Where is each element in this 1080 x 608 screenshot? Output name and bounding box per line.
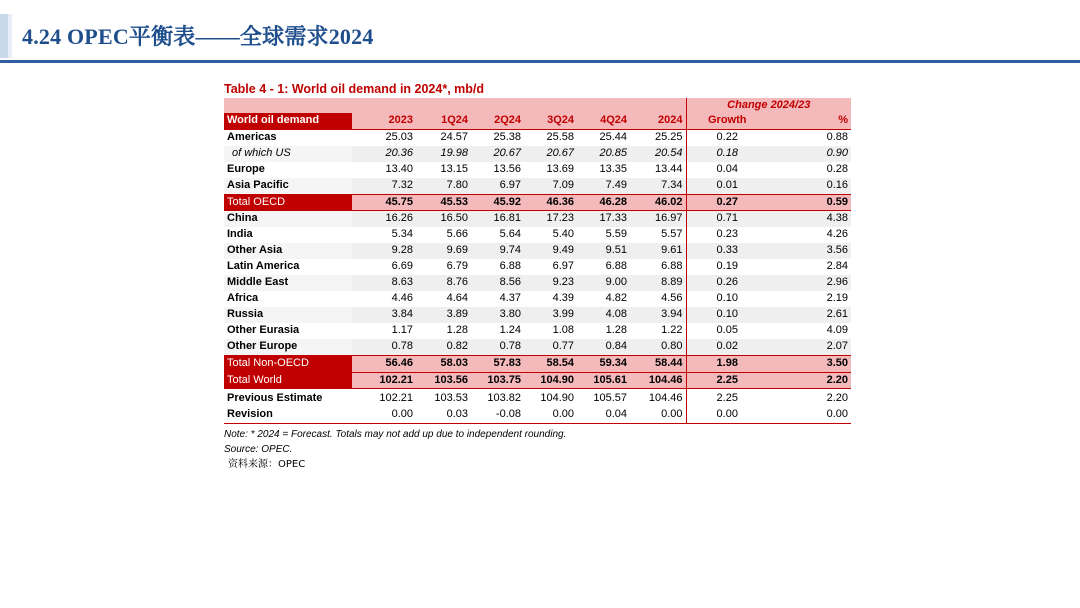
table-cell: 0.26 bbox=[686, 275, 768, 291]
table-cell: 0.02 bbox=[686, 339, 768, 355]
table-cell: 20.36 bbox=[352, 146, 416, 162]
table-cell: 45.92 bbox=[471, 194, 524, 211]
table-cell: 5.57 bbox=[630, 227, 686, 243]
table-cell: 7.80 bbox=[416, 178, 471, 194]
row-label: India bbox=[227, 228, 253, 241]
table-cell: 103.75 bbox=[471, 372, 524, 389]
table-cell: 5.34 bbox=[391, 228, 413, 241]
table-cell: 56.46 bbox=[352, 355, 416, 372]
table-cell: 24.57 bbox=[440, 130, 468, 143]
table-cell: 13.56 bbox=[493, 162, 521, 175]
table-cell: 9.69 bbox=[416, 243, 471, 259]
column-header: 2023 bbox=[352, 113, 416, 129]
table-cell: 13.40 bbox=[385, 162, 413, 175]
table-cell: 0.78 bbox=[352, 339, 416, 355]
table-cell: 7.34 bbox=[630, 178, 686, 194]
table-cell: 0.19 bbox=[716, 260, 738, 273]
row-label: Europe bbox=[227, 162, 265, 175]
table-cell: 0.00 bbox=[686, 407, 768, 423]
table-cell: 7.49 bbox=[577, 178, 630, 194]
table-cell: 57.83 bbox=[471, 355, 524, 372]
table-cell: 13.69 bbox=[546, 162, 574, 175]
table-cell: 2.20 bbox=[768, 372, 851, 389]
table-row bbox=[224, 129, 851, 145]
table-cell: 0.10 bbox=[686, 307, 768, 323]
table-cell: 0.88 bbox=[826, 130, 848, 143]
table-row bbox=[224, 243, 851, 259]
table-cell: 104.90 bbox=[540, 392, 574, 405]
table-row bbox=[224, 291, 851, 307]
table-cell: 6.88 bbox=[630, 259, 686, 275]
table-cell: 0.80 bbox=[630, 339, 686, 355]
table-cell: 1.98 bbox=[686, 355, 768, 372]
table-cell: 1.17 bbox=[391, 323, 413, 336]
table-cell: 6.69 bbox=[391, 260, 413, 273]
table-cell: 0.23 bbox=[716, 228, 738, 241]
table-cell: 13.44 bbox=[630, 162, 686, 178]
row-label: Other Asia bbox=[224, 243, 352, 259]
table-cell: 2.07 bbox=[768, 339, 851, 355]
table-cell: 13.15 bbox=[440, 162, 468, 175]
table-cell: 58.54 bbox=[524, 355, 577, 372]
table-row bbox=[224, 227, 851, 243]
table-cell: 102.21 bbox=[352, 372, 416, 389]
table-cell: 0.27 bbox=[686, 194, 768, 211]
table-cell: 0.05 bbox=[716, 323, 738, 336]
table-cell: 16.97 bbox=[630, 211, 686, 227]
row-label: Other Europe bbox=[224, 339, 352, 355]
table-cell: 4.82 bbox=[605, 291, 627, 304]
table-row bbox=[224, 194, 851, 211]
table-cell: 6.88 bbox=[499, 260, 521, 273]
table-row bbox=[224, 307, 851, 323]
table-cell: 6.97 bbox=[471, 178, 524, 194]
table-cell: 9.51 bbox=[577, 243, 630, 259]
table-cell: 3.56 bbox=[768, 243, 851, 259]
table-row bbox=[224, 389, 851, 407]
table-cell: 9.28 bbox=[352, 243, 416, 259]
table-cell: 5.40 bbox=[552, 228, 574, 241]
table-cell: 103.53 bbox=[434, 392, 468, 405]
header-divider bbox=[0, 60, 1080, 63]
table-cell: 59.34 bbox=[577, 355, 630, 372]
table-cell: 17.33 bbox=[577, 211, 630, 227]
table-cell: 6.88 bbox=[605, 260, 627, 273]
footer-source: 资料来源：OPEC bbox=[228, 459, 306, 470]
column-header: World oil demand bbox=[224, 113, 352, 129]
table-cell: 4.38 bbox=[768, 211, 851, 227]
table-cell: 4.09 bbox=[826, 323, 848, 336]
row-label: Middle East bbox=[224, 275, 352, 291]
row-label: Revision bbox=[224, 407, 352, 423]
row-label: Total OECD bbox=[224, 194, 352, 211]
table-row bbox=[224, 146, 851, 162]
row-label: Total Non-OECD bbox=[224, 355, 352, 372]
row-label: Previous Estimate bbox=[227, 392, 323, 405]
row-label: Asia Pacific bbox=[224, 178, 352, 194]
table-cell: 25.44 bbox=[599, 130, 627, 143]
table-cell: 0.78 bbox=[471, 339, 524, 355]
table-cell: 4.39 bbox=[552, 291, 574, 304]
table-cell: 3.94 bbox=[630, 307, 686, 323]
table-cell: 46.28 bbox=[577, 194, 630, 211]
table-cell: 0.00 bbox=[352, 407, 416, 423]
column-header: 1Q24 bbox=[416, 113, 471, 129]
table-cell: 3.80 bbox=[471, 307, 524, 323]
row-label: Americas bbox=[227, 130, 277, 143]
table-cell: 104.46 bbox=[630, 389, 686, 407]
header-accent-bar-light bbox=[8, 14, 12, 58]
table-cell: 25.38 bbox=[493, 130, 521, 143]
header-blank bbox=[224, 98, 352, 113]
table-row bbox=[224, 407, 851, 423]
table-cell: 0.03 bbox=[416, 407, 471, 423]
table-cell: 2.84 bbox=[826, 260, 848, 273]
change-header: Change 2024/23 bbox=[686, 98, 851, 113]
table-cell: 0.00 bbox=[524, 407, 577, 423]
header-row-columns bbox=[224, 113, 851, 129]
table-cell: 1.24 bbox=[499, 323, 521, 336]
table-cell: 102.21 bbox=[379, 392, 413, 405]
table-cell: 4.56 bbox=[630, 291, 686, 307]
table-cell: 1.28 bbox=[605, 323, 627, 336]
table-cell: 13.35 bbox=[599, 162, 627, 175]
table-cell: 8.63 bbox=[352, 275, 416, 291]
table-cell: 9.00 bbox=[577, 275, 630, 291]
table-cell: 8.56 bbox=[471, 275, 524, 291]
column-header: 4Q24 bbox=[577, 113, 630, 129]
table-title: Table 4 - 1: World oil demand in 2024*, mb/d bbox=[224, 82, 485, 96]
table-row bbox=[224, 275, 851, 291]
table-cell: 0.71 bbox=[686, 211, 768, 227]
table-cell: 5.64 bbox=[499, 228, 521, 241]
header-row-change bbox=[224, 98, 851, 113]
table-cell: -0.08 bbox=[471, 407, 524, 423]
table-cell: 20.54 bbox=[630, 146, 686, 162]
table-cell: 0.28 bbox=[826, 162, 848, 175]
table-cell: 9.49 bbox=[524, 243, 577, 259]
table-note: Note: * 2024 = Forecast. Totals may not add up due to independent rounding. bbox=[224, 429, 567, 441]
table-row bbox=[224, 162, 851, 178]
table-cell: 0.04 bbox=[716, 162, 738, 175]
table-cell: 103.56 bbox=[416, 372, 471, 389]
column-header: % bbox=[768, 113, 851, 129]
table-cell: 20.85 bbox=[577, 146, 630, 162]
table-cell: 0.33 bbox=[686, 243, 768, 259]
table-cell: 0.82 bbox=[416, 339, 471, 355]
table-row bbox=[224, 259, 851, 275]
table-notes bbox=[224, 427, 852, 457]
column-header: Growth bbox=[686, 113, 768, 129]
table-cell: 104.46 bbox=[630, 372, 686, 389]
table-cell: 20.67 bbox=[524, 146, 577, 162]
table-cell: 0.00 bbox=[768, 407, 851, 423]
table-row bbox=[224, 372, 851, 389]
table-cell: 0.22 bbox=[716, 130, 738, 143]
table-cell: 46.02 bbox=[630, 194, 686, 211]
table-row bbox=[224, 339, 851, 355]
table-cell: 3.84 bbox=[352, 307, 416, 323]
table-cell: 20.67 bbox=[471, 146, 524, 162]
table-cell: 2.61 bbox=[768, 307, 851, 323]
table-row bbox=[224, 211, 851, 227]
table-source: Source: OPEC. bbox=[224, 444, 293, 456]
table-cell: 2.25 bbox=[716, 392, 738, 405]
row-label: Other Eurasia bbox=[227, 323, 300, 336]
world-oil-demand-table bbox=[224, 98, 851, 424]
table-cell: 0.59 bbox=[768, 194, 851, 211]
table-cell: 8.89 bbox=[630, 275, 686, 291]
table-cell: 4.37 bbox=[499, 291, 521, 304]
table-cell: 19.98 bbox=[416, 146, 471, 162]
table-cell: 7.32 bbox=[352, 178, 416, 194]
slide-title: 4.24 OPEC平衡表——全球需求2024 bbox=[22, 24, 374, 49]
column-header: 2024 bbox=[630, 113, 686, 129]
table-cell: 25.25 bbox=[630, 129, 686, 145]
table-cell: 4.64 bbox=[446, 291, 468, 304]
table-cell: 5.66 bbox=[446, 228, 468, 241]
table-cell: 45.53 bbox=[416, 194, 471, 211]
table-cell: 105.57 bbox=[593, 392, 627, 405]
table-cell: 9.74 bbox=[471, 243, 524, 259]
table-cell: 0.90 bbox=[768, 146, 851, 162]
table-cell: 58.44 bbox=[630, 355, 686, 372]
table-cell: 7.09 bbox=[524, 178, 577, 194]
table-cell: 0.18 bbox=[686, 146, 768, 162]
table-cell: 3.99 bbox=[524, 307, 577, 323]
table-cell: 8.76 bbox=[416, 275, 471, 291]
table-cell: 0.84 bbox=[577, 339, 630, 355]
table-cell: 25.03 bbox=[385, 130, 413, 143]
table-cell: 0.77 bbox=[524, 339, 577, 355]
row-label: of which US bbox=[224, 146, 352, 162]
table-cell: 6.97 bbox=[552, 260, 574, 273]
row-label: Russia bbox=[224, 307, 352, 323]
column-header: 3Q24 bbox=[524, 113, 577, 129]
table-row bbox=[224, 355, 851, 372]
table-cell: 2.19 bbox=[826, 291, 848, 304]
table-cell: 1.22 bbox=[630, 323, 686, 339]
table-cell: 2.25 bbox=[686, 372, 768, 389]
table-cell: 16.26 bbox=[352, 211, 416, 227]
table-cell: 1.08 bbox=[552, 323, 574, 336]
table-cell: 1.28 bbox=[446, 323, 468, 336]
table-cell: 25.58 bbox=[546, 130, 574, 143]
column-header: 2Q24 bbox=[471, 113, 524, 129]
table-cell: 46.36 bbox=[524, 194, 577, 211]
table-cell: 45.75 bbox=[352, 194, 416, 211]
table-cell: 103.82 bbox=[487, 392, 521, 405]
row-label: China bbox=[224, 211, 352, 227]
table-cell: 0.01 bbox=[686, 178, 768, 194]
table-cell: 0.10 bbox=[716, 291, 738, 304]
table-cell: 2.20 bbox=[826, 392, 848, 405]
table-cell: 16.81 bbox=[471, 211, 524, 227]
table-cell: 0.16 bbox=[768, 178, 851, 194]
header-accent-bar bbox=[0, 14, 8, 58]
table-cell: 9.61 bbox=[630, 243, 686, 259]
row-label: Africa bbox=[227, 291, 259, 304]
table-cell: 3.50 bbox=[768, 355, 851, 372]
table-cell: 105.61 bbox=[577, 372, 630, 389]
demand-table-container bbox=[224, 81, 852, 457]
table-cell: 4.26 bbox=[826, 228, 848, 241]
table-cell: 0.00 bbox=[630, 407, 686, 423]
table-cell: 58.03 bbox=[416, 355, 471, 372]
table-cell: 2.96 bbox=[768, 275, 851, 291]
table-cell: 0.04 bbox=[577, 407, 630, 423]
table-cell: 6.79 bbox=[446, 260, 468, 273]
table-cell: 4.08 bbox=[577, 307, 630, 323]
table-cell: 9.23 bbox=[524, 275, 577, 291]
table-cell: 16.50 bbox=[416, 211, 471, 227]
table-cell: 3.89 bbox=[416, 307, 471, 323]
table-cell: 17.23 bbox=[524, 211, 577, 227]
table-row bbox=[224, 323, 851, 339]
table-row bbox=[224, 178, 851, 194]
table-cell: 5.59 bbox=[605, 228, 627, 241]
table-cell: 4.46 bbox=[391, 291, 413, 304]
table-cell: 104.90 bbox=[524, 372, 577, 389]
row-label: Total World bbox=[224, 372, 352, 389]
row-label: Latin America bbox=[227, 260, 300, 273]
